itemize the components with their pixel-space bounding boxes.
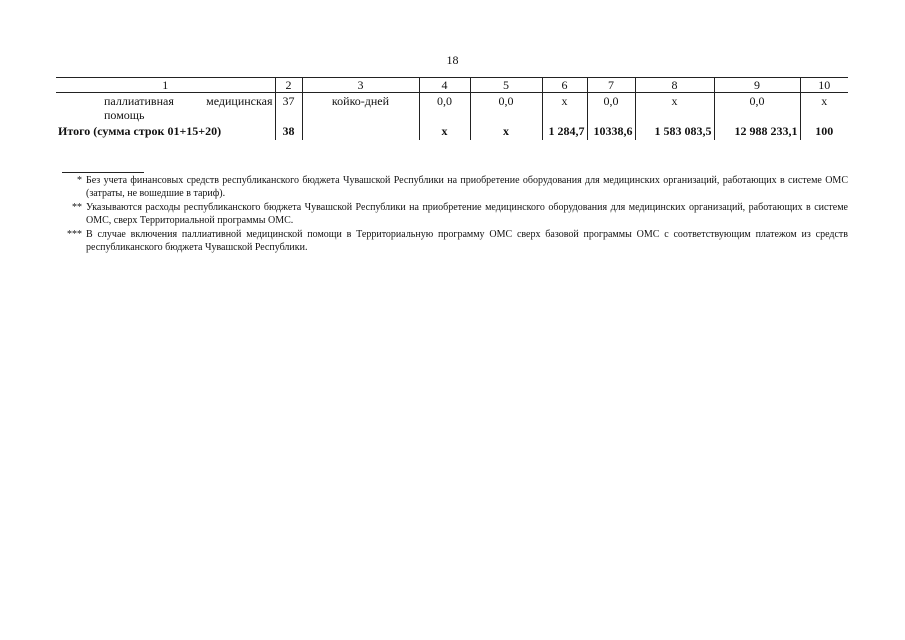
column-header: 7 xyxy=(587,78,635,93)
total-name-cell: Итого (сумма строк 01+15+20) xyxy=(58,124,222,138)
footnote-divider xyxy=(62,172,144,173)
unit-cell: койко-дней xyxy=(302,93,419,123)
row-name-line1: паллиативная медицинская xyxy=(104,94,273,108)
row-number-cell: 38 xyxy=(275,122,302,140)
column-header: 2 xyxy=(275,78,302,93)
data-table xyxy=(56,77,848,140)
column-header: 10 xyxy=(800,78,848,93)
value-cell: 0,0 xyxy=(419,93,470,123)
row-name-line2: помощь xyxy=(104,108,145,122)
value-cell: 12 988 233,1 xyxy=(714,122,800,140)
column-header: 1 xyxy=(56,78,275,93)
page-number: 18 xyxy=(446,53,459,67)
footnote-mark: * xyxy=(77,175,82,186)
column-header: 4 xyxy=(419,78,470,93)
value-cell: 100 xyxy=(800,122,848,140)
value-cell: 0,0 xyxy=(470,93,542,123)
column-header: 6 xyxy=(542,78,587,93)
row-number-cell: 37 xyxy=(275,93,302,123)
column-header: 5 xyxy=(470,78,542,93)
column-header: 9 xyxy=(714,78,800,93)
table-header-row xyxy=(56,78,848,93)
column-header: 3 xyxy=(302,78,419,93)
value-cell: х xyxy=(419,122,470,140)
table-row xyxy=(56,93,848,123)
value-cell: 0,0 xyxy=(714,93,800,123)
footnotes xyxy=(56,174,848,255)
footnote xyxy=(56,201,848,227)
footnote-text: В случае включения паллиативной медицинской помощи в Территориальную программу ОМС сверх базовой программы ОМС с соответствующим платежом из средств республиканского бюджета Чувашской Республики. xyxy=(86,229,848,253)
footnote xyxy=(56,228,848,254)
value-cell: х xyxy=(470,122,542,140)
footnote-mark: *** xyxy=(67,229,82,240)
footnote-mark: ** xyxy=(72,202,82,213)
footnote-text: Указываются расходы республиканского бюджета Чувашской Республики на приобретение медицинского оборудования для медицинских организаций, работающих в системе ОМС, сверх Территориальной программы ОМС. xyxy=(86,202,848,226)
table-row-total xyxy=(56,122,848,140)
value-cell: 0,0 xyxy=(587,93,635,123)
value-cell: х xyxy=(800,93,848,123)
column-header: 8 xyxy=(635,78,714,93)
row-name-cell xyxy=(56,93,275,123)
value-cell: 1 583 083,5 xyxy=(635,122,714,140)
value-cell: х xyxy=(635,93,714,123)
value-cell: х xyxy=(542,93,587,123)
value-cell: 10338,6 xyxy=(587,122,635,140)
unit-cell xyxy=(302,122,419,140)
footnote-text: Без учета финансовых средств республиканского бюджета Чувашской Республики на приобретение оборудования для медицинских организаций, работающих в системе ОМС (затраты, не вошедшие в тариф). xyxy=(86,175,848,199)
footnote xyxy=(56,174,848,200)
value-cell: 1 284,7 xyxy=(542,122,587,140)
